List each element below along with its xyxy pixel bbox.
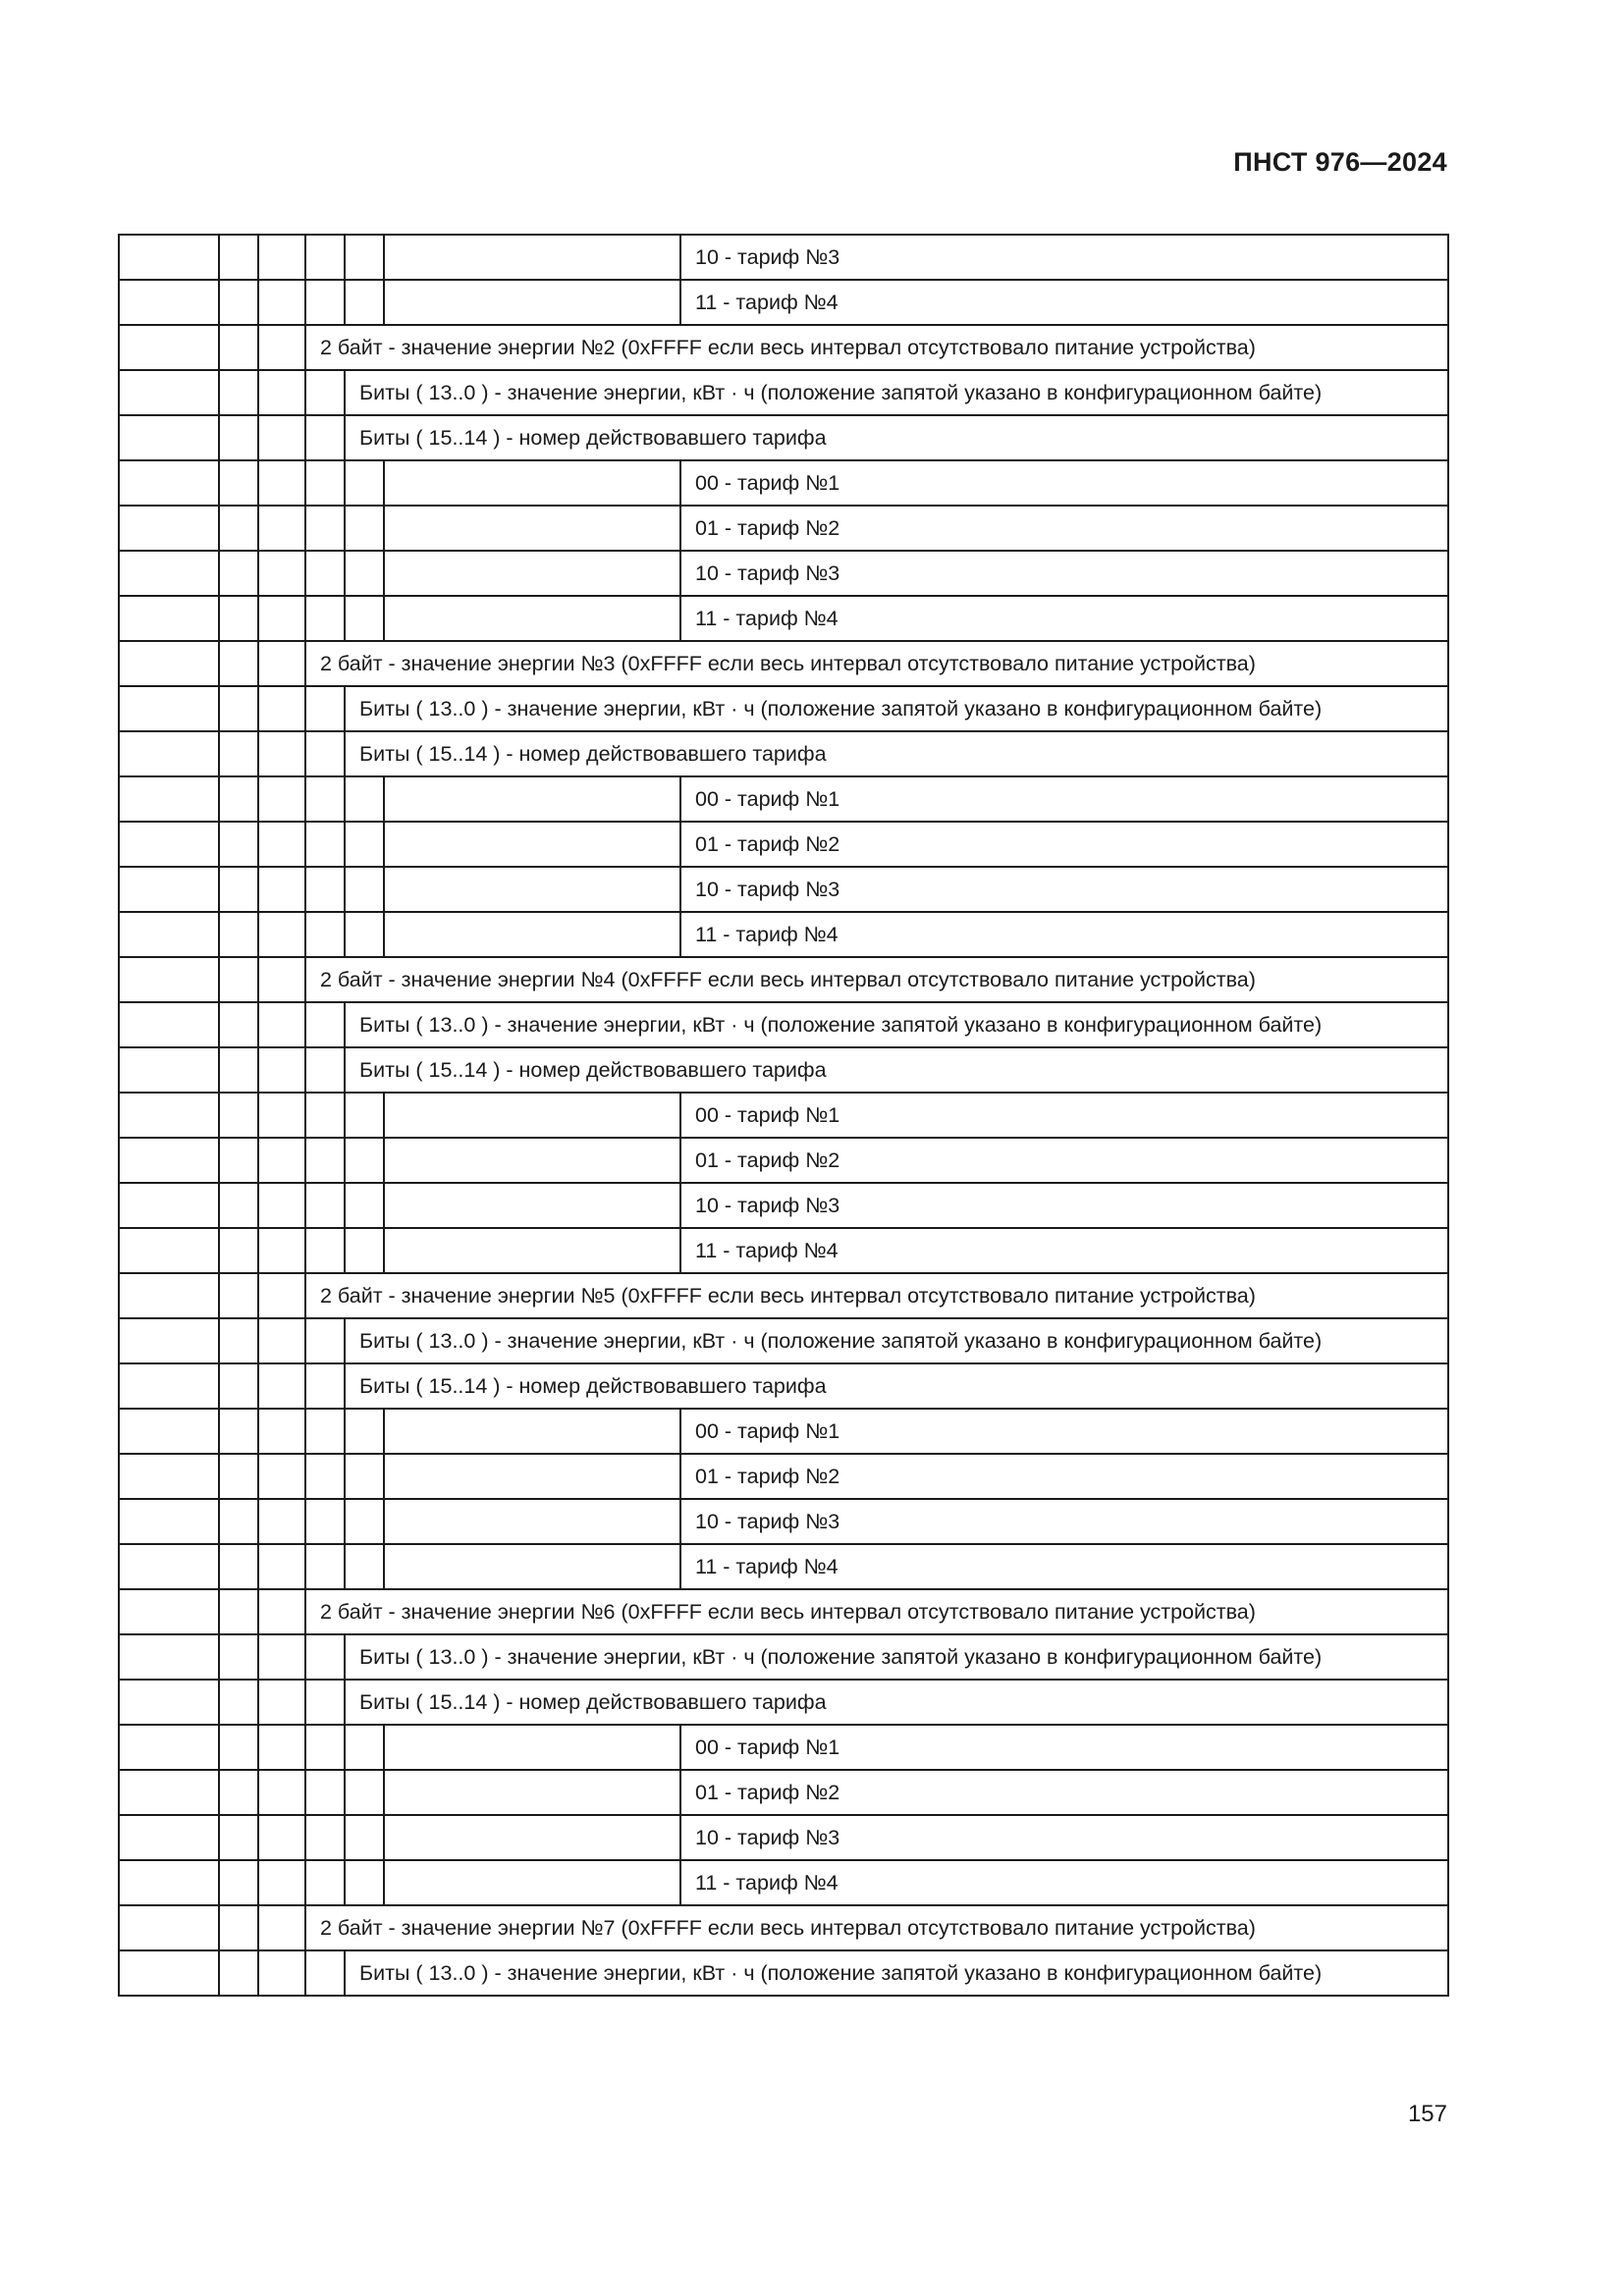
table-cell-empty: [305, 415, 345, 460]
table-cell-empty: [305, 1318, 345, 1363]
table-row: [119, 506, 1448, 551]
table-row: [119, 1454, 1448, 1499]
table-cell-text: 2 байт - значение энергии №5 (0xFFFF если весь интервал отсутствовало питание устройства): [305, 1273, 1448, 1318]
table-row: [119, 1680, 1448, 1725]
table-cell-empty: [305, 596, 345, 641]
table-cell-empty: [219, 776, 258, 822]
table-row: [119, 731, 1448, 776]
table-cell-text: 01 - тариф №2: [680, 1454, 1448, 1499]
table-cell-empty: [258, 1138, 305, 1183]
table-cell-empty: [305, 1138, 345, 1183]
table-row: [119, 551, 1448, 596]
table-cell-text: 11 - тариф №4: [680, 596, 1448, 641]
table-cell-empty: [219, 1815, 258, 1860]
table-cell-empty: [219, 1499, 258, 1544]
table-cell-empty: [305, 506, 345, 551]
table-cell-text: 00 - тариф №1: [680, 1725, 1448, 1770]
table-row: [119, 415, 1448, 460]
table-cell-empty: [384, 1409, 680, 1454]
table-cell-empty: [258, 1634, 305, 1680]
table-cell-text: Биты ( 13..0 ) - значение энергии, кВт · ч (положение запятой указано в конфигурационном байте): [345, 370, 1448, 415]
table-row: [119, 1093, 1448, 1138]
protocol-table: [118, 234, 1449, 1997]
table-cell-text: 01 - тариф №2: [680, 1138, 1448, 1183]
table-cell-empty: [119, 1905, 219, 1950]
table-cell-empty: [258, 235, 305, 280]
table-cell-text: 10 - тариф №3: [680, 867, 1448, 912]
table-cell-empty: [258, 415, 305, 460]
table-cell-empty: [219, 957, 258, 1002]
table-row: [119, 776, 1448, 822]
table-cell-empty: [345, 460, 384, 506]
table-cell-empty: [219, 1002, 258, 1047]
table-cell-empty: [384, 1725, 680, 1770]
table-cell-empty: [258, 1093, 305, 1138]
table-row: [119, 1499, 1448, 1544]
table-cell-empty: [384, 1499, 680, 1544]
table-cell-empty: [258, 1499, 305, 1544]
table-cell-empty: [258, 776, 305, 822]
table-cell-empty: [345, 1544, 384, 1589]
table-cell-empty: [258, 1363, 305, 1409]
table-row: [119, 1409, 1448, 1454]
table-cell-empty: [119, 1544, 219, 1589]
table-cell-empty: [119, 776, 219, 822]
table-cell-empty: [219, 1363, 258, 1409]
table-cell-empty: [258, 1905, 305, 1950]
table-row: [119, 686, 1448, 731]
table-cell-empty: [119, 1047, 219, 1093]
table-cell-empty: [119, 1950, 219, 1996]
table-cell-empty: [345, 1815, 384, 1860]
table-cell-empty: [384, 1544, 680, 1589]
table-cell-empty: [384, 822, 680, 867]
table-cell-empty: [345, 1725, 384, 1770]
table-cell-empty: [258, 912, 305, 957]
table-cell-text: 10 - тариф №3: [680, 1815, 1448, 1860]
table-cell-empty: [258, 1183, 305, 1228]
table-cell-empty: [305, 867, 345, 912]
table-row: [119, 1950, 1448, 1996]
table-cell-text: Биты ( 15..14 ) - номер действовавшего тарифа: [345, 1680, 1448, 1725]
table-cell-empty: [119, 867, 219, 912]
table-cell-empty: [305, 1544, 345, 1589]
table-cell-empty: [345, 551, 384, 596]
table-cell-empty: [119, 506, 219, 551]
table-cell-text: 2 байт - значение энергии №2 (0xFFFF если весь интервал отсутствовало питание устройства): [305, 325, 1448, 370]
table-row: [119, 1544, 1448, 1589]
table-cell-empty: [219, 1138, 258, 1183]
table-cell-empty: [305, 460, 345, 506]
table-cell-empty: [305, 1815, 345, 1860]
table-cell-empty: [345, 1093, 384, 1138]
table-cell-text: Биты ( 15..14 ) - номер действовавшего тарифа: [345, 731, 1448, 776]
table-cell-empty: [258, 370, 305, 415]
table-cell-empty: [119, 1409, 219, 1454]
table-cell-empty: [384, 551, 680, 596]
table-cell-empty: [119, 1273, 219, 1318]
table-cell-text: Биты ( 13..0 ) - значение энергии, кВт · ч (положение запятой указано в конфигурационном байте): [345, 1002, 1448, 1047]
table-cell-empty: [305, 1002, 345, 1047]
table-cell-empty: [345, 867, 384, 912]
table-cell-empty: [258, 1815, 305, 1860]
table-cell-empty: [258, 1950, 305, 1996]
table-cell-empty: [345, 1183, 384, 1228]
table-row: [119, 1273, 1448, 1318]
table-cell-empty: [219, 551, 258, 596]
table-cell-empty: [219, 1228, 258, 1273]
table-cell-empty: [305, 370, 345, 415]
table-cell-empty: [345, 1409, 384, 1454]
table-cell-empty: [345, 912, 384, 957]
table-cell-text: 00 - тариф №1: [680, 1093, 1448, 1138]
table-cell-empty: [384, 1454, 680, 1499]
table-row: [119, 1589, 1448, 1634]
table-cell-empty: [219, 822, 258, 867]
table-cell-text: 01 - тариф №2: [680, 822, 1448, 867]
table-cell-empty: [305, 1950, 345, 1996]
table-row: [119, 370, 1448, 415]
table-cell-empty: [258, 280, 305, 325]
table-cell-empty: [258, 957, 305, 1002]
table-cell-text: Биты ( 13..0 ) - значение энергии, кВт · ч (положение запятой указано в конфигурационном байте): [345, 1318, 1448, 1363]
table-cell-empty: [384, 280, 680, 325]
table-cell-empty: [258, 1770, 305, 1815]
table-cell-empty: [384, 1228, 680, 1273]
table-cell-empty: [219, 1318, 258, 1363]
table-cell-empty: [305, 1363, 345, 1409]
table-row: [119, 1183, 1448, 1228]
table-cell-empty: [384, 1860, 680, 1905]
table-row: [119, 867, 1448, 912]
table-cell-empty: [219, 325, 258, 370]
table-row: [119, 1905, 1448, 1950]
table-cell-empty: [305, 1499, 345, 1544]
table-cell-empty: [384, 1183, 680, 1228]
table-cell-empty: [258, 1454, 305, 1499]
table-cell-empty: [119, 1860, 219, 1905]
table-cell-empty: [345, 596, 384, 641]
table-cell-empty: [258, 1273, 305, 1318]
table-cell-empty: [219, 1725, 258, 1770]
table-row: [119, 912, 1448, 957]
table-cell-empty: [305, 1409, 345, 1454]
table-cell-empty: [305, 776, 345, 822]
table-cell-empty: [258, 551, 305, 596]
table-cell-text: Биты ( 15..14 ) - номер действовавшего тарифа: [345, 1047, 1448, 1093]
table-cell-empty: [119, 1228, 219, 1273]
table-cell-empty: [219, 1454, 258, 1499]
table-cell-empty: [119, 1138, 219, 1183]
table-cell-empty: [384, 1093, 680, 1138]
table-cell-text: 2 байт - значение энергии №3 (0xFFFF если весь интервал отсутствовало питание устройства): [305, 641, 1448, 686]
table-cell-text: 10 - тариф №3: [680, 1499, 1448, 1544]
table-cell-empty: [119, 1093, 219, 1138]
table-cell-empty: [219, 1770, 258, 1815]
table-cell-empty: [119, 1589, 219, 1634]
table-cell-empty: [119, 1770, 219, 1815]
table-cell-empty: [219, 641, 258, 686]
table-cell-text: 10 - тариф №3: [680, 551, 1448, 596]
table-cell-empty: [119, 641, 219, 686]
table-cell-empty: [219, 1273, 258, 1318]
table-cell-text: 10 - тариф №3: [680, 235, 1448, 280]
table-row: [119, 1634, 1448, 1680]
table-cell-empty: [345, 280, 384, 325]
table-cell-empty: [119, 1183, 219, 1228]
table-cell-empty: [384, 596, 680, 641]
table-cell-text: 2 байт - значение энергии №7 (0xFFFF если весь интервал отсутствовало питание устройства): [305, 1905, 1448, 1950]
table-row: [119, 280, 1448, 325]
table-row: [119, 1318, 1448, 1363]
table-row: [119, 1002, 1448, 1047]
table-cell-empty: [305, 1454, 345, 1499]
table-cell-empty: [305, 1680, 345, 1725]
table-cell-empty: [119, 551, 219, 596]
table-cell-empty: [219, 370, 258, 415]
table-cell-empty: [119, 1454, 219, 1499]
table-cell-empty: [258, 1544, 305, 1589]
table-cell-empty: [219, 460, 258, 506]
table-cell-empty: [258, 867, 305, 912]
table-cell-text: 00 - тариф №1: [680, 460, 1448, 506]
table-cell-empty: [219, 596, 258, 641]
table-cell-text: 00 - тариф №1: [680, 776, 1448, 822]
table-cell-empty: [258, 506, 305, 551]
table-cell-empty: [119, 957, 219, 1002]
table-cell-empty: [219, 506, 258, 551]
table-cell-empty: [119, 1725, 219, 1770]
table-cell-empty: [219, 1093, 258, 1138]
table-cell-empty: [305, 912, 345, 957]
table-cell-empty: [345, 235, 384, 280]
table-cell-empty: [384, 460, 680, 506]
table-cell-empty: [305, 1183, 345, 1228]
table-cell-text: 11 - тариф №4: [680, 280, 1448, 325]
table-cell-empty: [305, 551, 345, 596]
page-number: 157: [1407, 2101, 1447, 2127]
table-cell-empty: [258, 1318, 305, 1363]
table-cell-empty: [219, 1950, 258, 1996]
table-row: [119, 235, 1448, 280]
table-cell-empty: [345, 1770, 384, 1815]
table-row: [119, 325, 1448, 370]
table-cell-empty: [258, 1680, 305, 1725]
table-cell-empty: [219, 1409, 258, 1454]
table-cell-empty: [219, 1047, 258, 1093]
table-row: [119, 641, 1448, 686]
table-cell-empty: [219, 1860, 258, 1905]
table-cell-empty: [119, 1318, 219, 1363]
table-cell-empty: [119, 235, 219, 280]
table-cell-empty: [258, 1047, 305, 1093]
table-cell-empty: [345, 1228, 384, 1273]
table-cell-empty: [119, 460, 219, 506]
table-cell-empty: [219, 1183, 258, 1228]
table-cell-empty: [119, 415, 219, 460]
table-cell-empty: [305, 731, 345, 776]
table-cell-empty: [305, 1770, 345, 1815]
table-cell-empty: [384, 776, 680, 822]
table-cell-empty: [384, 1815, 680, 1860]
table-row: [119, 1770, 1448, 1815]
table-cell-empty: [119, 1634, 219, 1680]
table-cell-text: Биты ( 13..0 ) - значение энергии, кВт · ч (положение запятой указано в конфигурационном байте): [345, 1634, 1448, 1680]
table-cell-text: 10 - тариф №3: [680, 1183, 1448, 1228]
table-cell-empty: [258, 1002, 305, 1047]
table-cell-text: 00 - тариф №1: [680, 1409, 1448, 1454]
table-cell-empty: [219, 867, 258, 912]
table-cell-empty: [119, 1002, 219, 1047]
table-cell-empty: [345, 776, 384, 822]
table-cell-empty: [258, 641, 305, 686]
table-cell-empty: [258, 460, 305, 506]
table-cell-empty: [384, 912, 680, 957]
table-row: [119, 596, 1448, 641]
table-cell-text: 2 байт - значение энергии №4 (0xFFFF если весь интервал отсутствовало питание устройства): [305, 957, 1448, 1002]
table-cell-text: 11 - тариф №4: [680, 1544, 1448, 1589]
table-cell-empty: [219, 686, 258, 731]
table-cell-empty: [345, 506, 384, 551]
table-cell-empty: [305, 1047, 345, 1093]
table-cell-empty: [119, 1363, 219, 1409]
table-cell-empty: [119, 686, 219, 731]
table-cell-empty: [258, 1860, 305, 1905]
table-cell-text: 2 байт - значение энергии №6 (0xFFFF если весь интервал отсутствовало питание устройства): [305, 1589, 1448, 1634]
table-cell-empty: [258, 686, 305, 731]
table-cell-empty: [345, 1138, 384, 1183]
table-cell-empty: [305, 686, 345, 731]
table-cell-empty: [345, 1454, 384, 1499]
table-cell-empty: [384, 867, 680, 912]
table-cell-empty: [119, 280, 219, 325]
table-cell-text: Биты ( 15..14 ) - номер действовавшего тарифа: [345, 1363, 1448, 1409]
table-cell-empty: [119, 912, 219, 957]
table-cell-empty: [219, 731, 258, 776]
table-row: [119, 1363, 1448, 1409]
table-cell-empty: [219, 1589, 258, 1634]
table-cell-empty: [119, 325, 219, 370]
table-cell-text: Биты ( 15..14 ) - номер действовавшего тарифа: [345, 415, 1448, 460]
table-cell-empty: [305, 1228, 345, 1273]
table-cell-empty: [305, 1093, 345, 1138]
table-cell-empty: [345, 822, 384, 867]
table-cell-empty: [305, 1725, 345, 1770]
table-cell-empty: [305, 280, 345, 325]
table-cell-empty: [219, 1905, 258, 1950]
document-id: ПНСТ 976—2024: [1233, 147, 1447, 177]
table-cell-empty: [119, 596, 219, 641]
table-cell-empty: [258, 1725, 305, 1770]
table-row: [119, 1860, 1448, 1905]
table-cell-empty: [219, 280, 258, 325]
table-cell-text: 01 - тариф №2: [680, 1770, 1448, 1815]
table-cell-empty: [258, 822, 305, 867]
table-cell-empty: [219, 1544, 258, 1589]
table-cell-empty: [219, 912, 258, 957]
table-row: [119, 460, 1448, 506]
table-cell-empty: [258, 1409, 305, 1454]
table-cell-empty: [305, 1634, 345, 1680]
table-cell-empty: [384, 506, 680, 551]
table-cell-empty: [384, 1770, 680, 1815]
table-cell-empty: [305, 822, 345, 867]
table-cell-empty: [119, 731, 219, 776]
table-cell-text: Биты ( 13..0 ) - значение энергии, кВт · ч (положение запятой указано в конфигурационном байте): [345, 686, 1448, 731]
table-cell-empty: [258, 1589, 305, 1634]
table-cell-empty: [305, 1860, 345, 1905]
table-cell-empty: [219, 235, 258, 280]
table-cell-empty: [258, 1228, 305, 1273]
table-row: [119, 1138, 1448, 1183]
table-cell-empty: [345, 1499, 384, 1544]
table-cell-text: 11 - тариф №4: [680, 1860, 1448, 1905]
table-row: [119, 1725, 1448, 1770]
table-cell-empty: [258, 596, 305, 641]
table-cell-empty: [219, 415, 258, 460]
table-cell-empty: [119, 1680, 219, 1725]
table-cell-empty: [119, 370, 219, 415]
table-cell-empty: [345, 1860, 384, 1905]
table-cell-empty: [219, 1680, 258, 1725]
table-cell-empty: [305, 235, 345, 280]
table-row: [119, 957, 1448, 1002]
table-cell-empty: [119, 822, 219, 867]
table-cell-text: Биты ( 13..0 ) - значение энергии, кВт · ч (положение запятой указано в конфигурационном байте): [345, 1950, 1448, 1996]
table-cell-empty: [258, 731, 305, 776]
table-cell-empty: [119, 1499, 219, 1544]
table-cell-empty: [219, 1634, 258, 1680]
table-cell-text: 01 - тариф №2: [680, 506, 1448, 551]
table-cell-empty: [258, 325, 305, 370]
table-cell-empty: [384, 1138, 680, 1183]
table-row: [119, 1815, 1448, 1860]
table-cell-empty: [384, 235, 680, 280]
table-cell-text: 11 - тариф №4: [680, 912, 1448, 957]
table-row: [119, 1047, 1448, 1093]
table-cell-text: 11 - тариф №4: [680, 1228, 1448, 1273]
table-row: [119, 1228, 1448, 1273]
table-row: [119, 822, 1448, 867]
table-cell-empty: [119, 1815, 219, 1860]
